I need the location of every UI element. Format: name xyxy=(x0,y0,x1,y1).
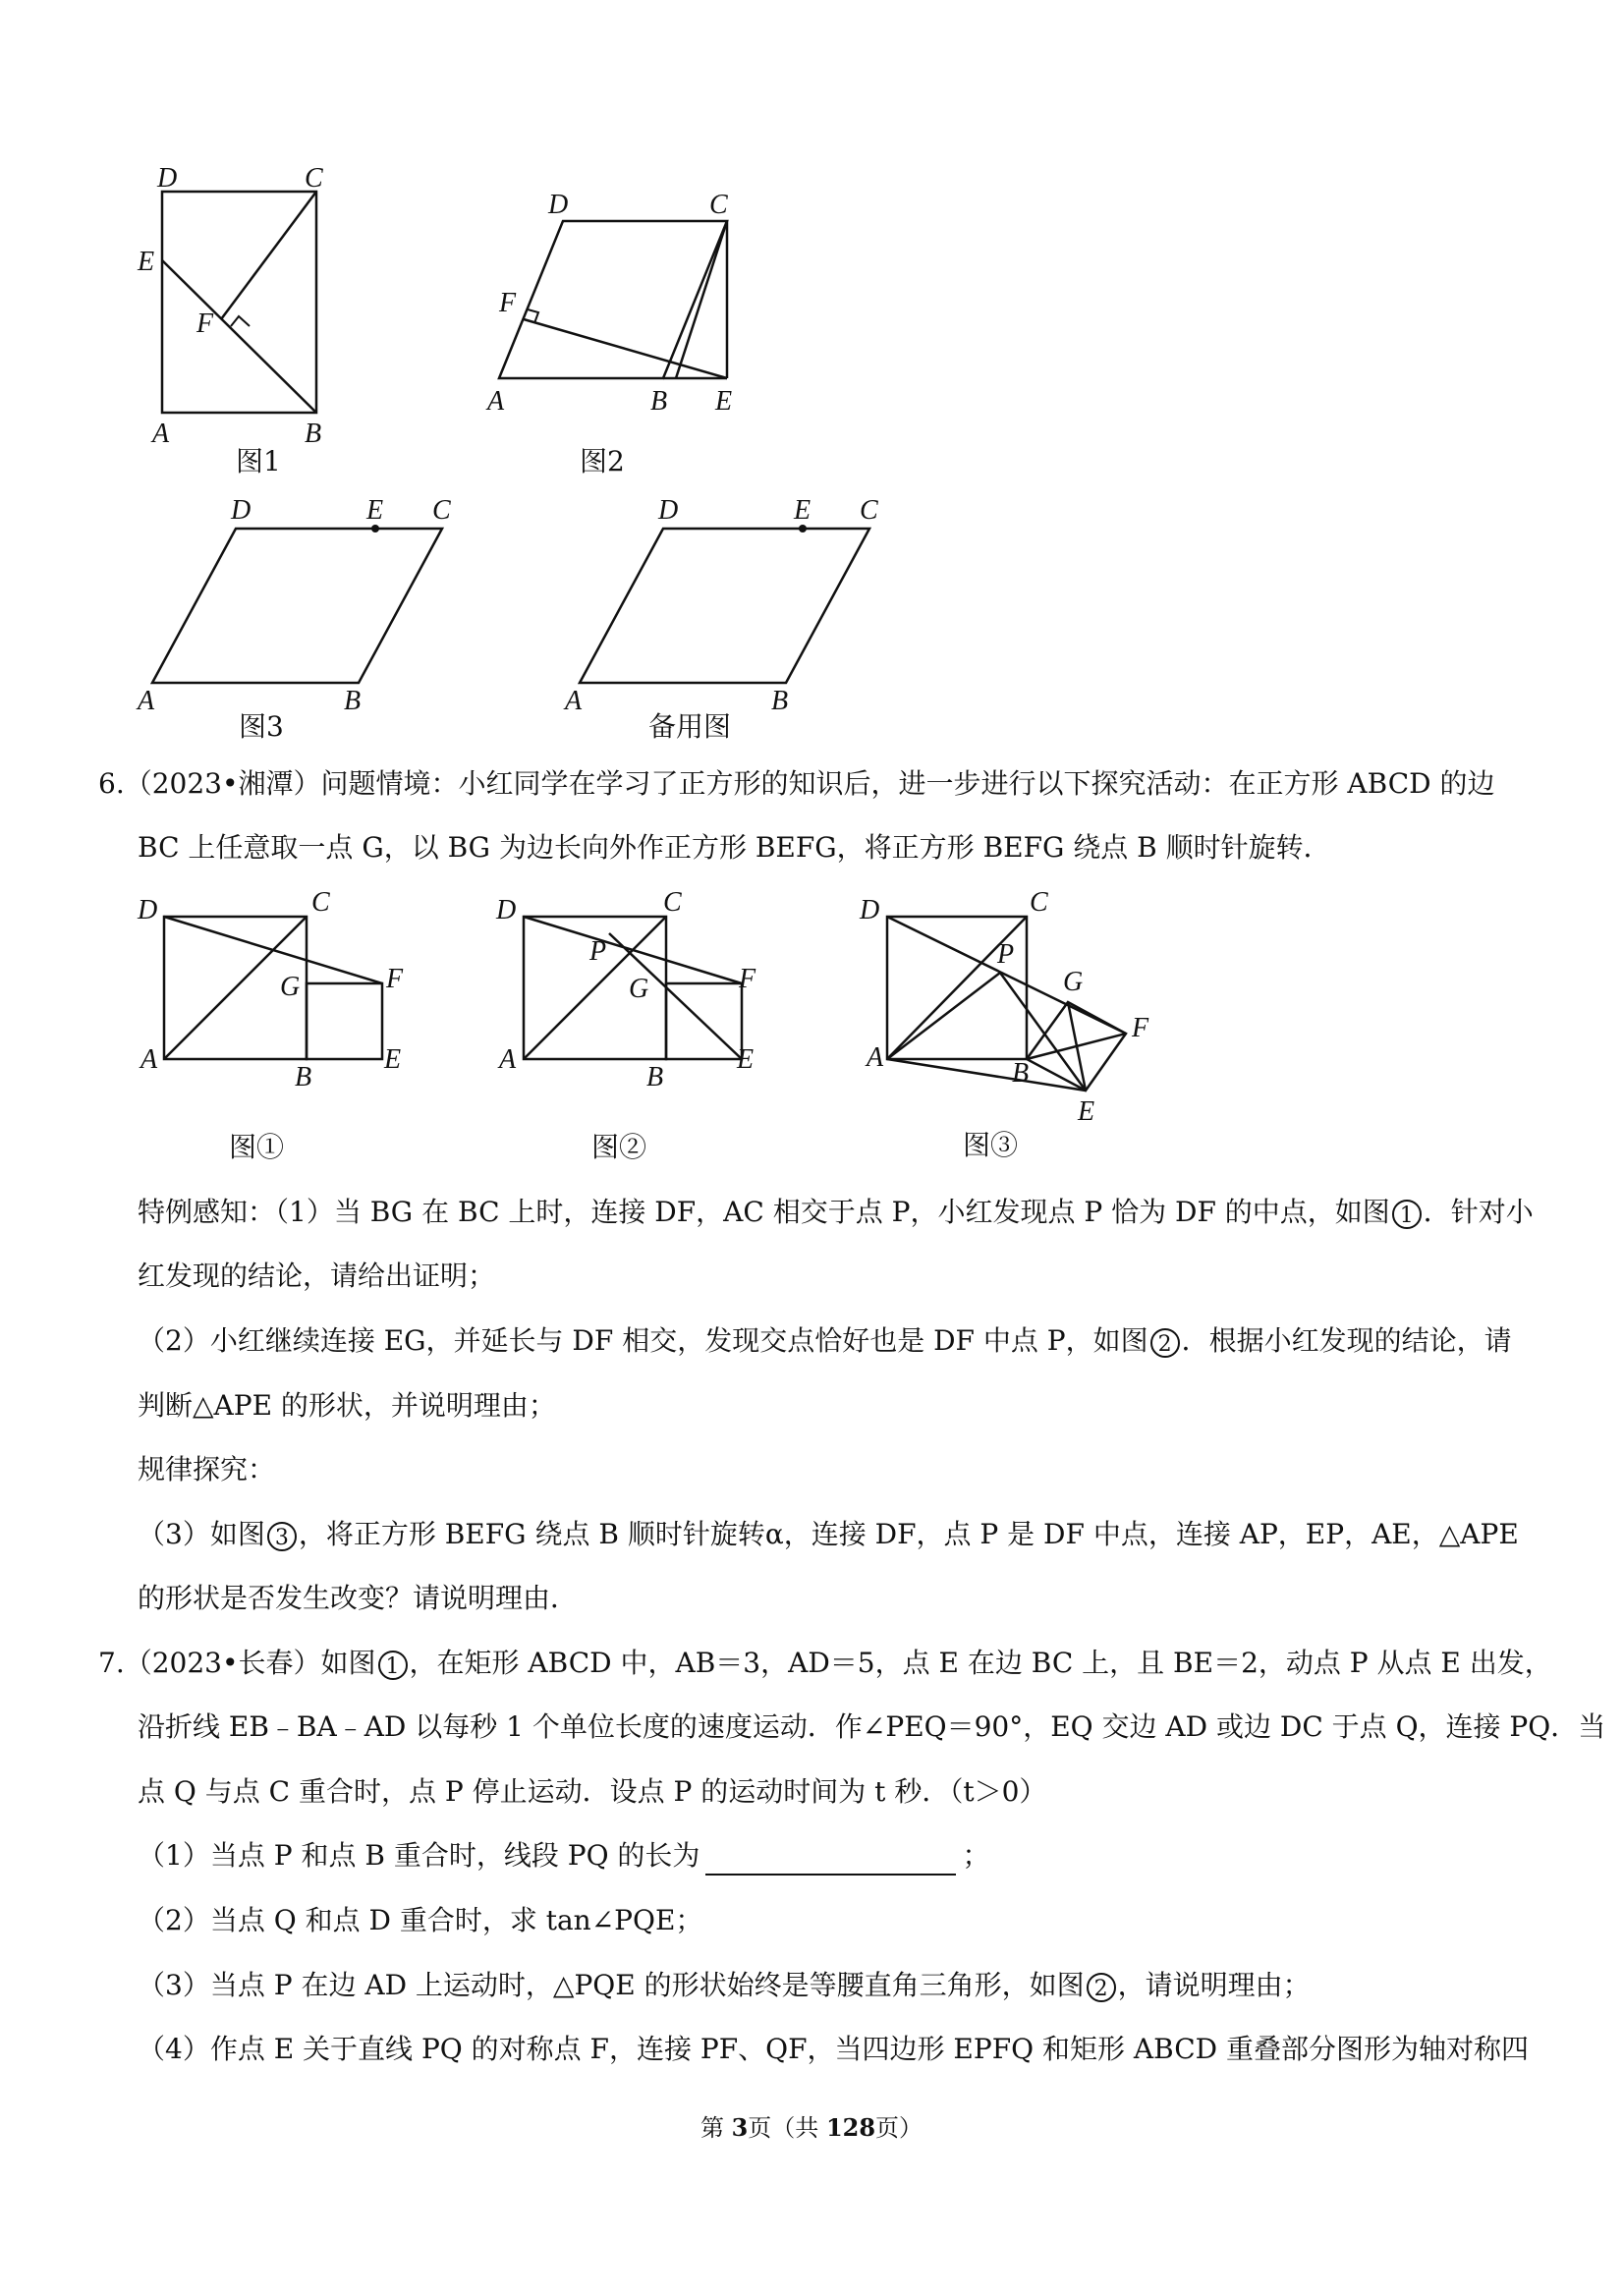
label-D: D xyxy=(548,190,569,220)
label-E: E xyxy=(384,1044,402,1075)
figure-3 xyxy=(133,491,467,721)
label-D: D xyxy=(138,895,158,925)
figure-4-diagram xyxy=(560,491,894,717)
label-B: B xyxy=(344,686,362,716)
label-B: B xyxy=(650,386,668,417)
q6-text-3a: 特例感知：（1）当 BG 在 BC 上时，连接 DF，AC 相交于点 P，小红发现点 P 恰为 DF 的中点，如图 xyxy=(138,1196,1390,1228)
label-E: E xyxy=(366,495,384,526)
q7-text-1a: 7.（2023•长春）如图 xyxy=(98,1647,376,1679)
label-E: E xyxy=(715,386,733,417)
circled-2: 2 xyxy=(1087,1973,1116,2002)
label-B: B xyxy=(771,686,789,716)
label-E: E xyxy=(1078,1096,1095,1127)
q6-text-3c: ．针对小 xyxy=(1423,1196,1534,1228)
circled-1: 1 xyxy=(378,1651,408,1680)
q7-line-4 xyxy=(138,1836,1572,1876)
label-A: A xyxy=(565,686,583,716)
q6-line-9: 的形状是否发生改变？请说明理由． xyxy=(138,1582,579,1614)
label-D: D xyxy=(658,495,679,526)
label-C: C xyxy=(860,495,878,526)
label-A: A xyxy=(487,386,505,417)
q7-text-1c: ，在矩形 ABCD 中，AB＝3，AD＝5，点 E 在边 BC 上，且 BE＝2，动点 P 从点 E 出发， xyxy=(409,1647,1552,1679)
label-F: F xyxy=(386,964,404,994)
label-B: B xyxy=(295,1062,312,1092)
label-G: G xyxy=(280,972,301,1002)
q7-line-1 xyxy=(98,1644,1552,1683)
label-B: B xyxy=(305,419,322,449)
label-E: E xyxy=(794,495,812,526)
label-D: D xyxy=(231,495,252,526)
figure-5-diagram xyxy=(133,889,427,1095)
circled-2: 2 xyxy=(1150,1328,1180,1358)
q6-text-8c: ，将正方形 BEFG 绕点 B 顺时针旋转α，连接 DF，点 P 是 DF 中点，连接 AP，EP，AE，△APE xyxy=(298,1518,1519,1550)
q7-text-6a: （3）当点 P 在边 AD 上运动时，△PQE 的形状始终是等腰直角三角形，如图 xyxy=(138,1969,1085,2001)
label-D: D xyxy=(157,163,178,194)
label-B: B xyxy=(646,1062,664,1092)
label-A: A xyxy=(499,1044,517,1075)
figure-3-diagram xyxy=(133,491,467,717)
label-C: C xyxy=(311,887,330,918)
label-A: A xyxy=(867,1042,884,1073)
label-A: A xyxy=(152,419,170,449)
q6-line-1: 6.（2023•湘潭）问题情境：小红同学在学习了正方形的知识后，进一步进行以下探究活动：在正方形 ABCD 的边 xyxy=(98,767,1495,800)
page-number: 3 xyxy=(731,2113,749,2142)
q6-line-8 xyxy=(138,1515,1572,1554)
q6-line-5 xyxy=(138,1321,1572,1361)
figure-4-caption: 备用图 xyxy=(648,710,732,743)
q7-text-6c: ，请说明理由； xyxy=(1117,1969,1311,2001)
label-E: E xyxy=(138,247,155,277)
footer-mid: 页（共 xyxy=(748,2114,826,2142)
figure-7 xyxy=(855,889,1179,1139)
q6-text-5c: ．根据小红发现的结论，请 xyxy=(1181,1324,1512,1357)
label-A: A xyxy=(138,686,155,716)
figure-6 xyxy=(491,889,786,1099)
q7-line-5: （2）当点 Q 和点 D 重合时，求 tan∠PQE； xyxy=(138,1904,703,1936)
label-C: C xyxy=(709,190,728,220)
label-A: A xyxy=(140,1044,158,1075)
figure-6-caption: 图② xyxy=(591,1131,647,1163)
label-E: E xyxy=(737,1044,755,1075)
label-C: C xyxy=(432,495,451,526)
label-G: G xyxy=(629,974,649,1004)
q6-line-7: 规律探究： xyxy=(138,1453,276,1485)
label-F: F xyxy=(499,288,517,318)
footer-prefix: 第 xyxy=(700,2114,732,2142)
figure-1 xyxy=(138,157,344,449)
figure-1-diagram xyxy=(138,157,344,449)
label-F: F xyxy=(1132,1013,1149,1043)
q6-text-8a: （3）如图 xyxy=(138,1518,265,1550)
label-C: C xyxy=(1030,887,1048,918)
q7-line-3: 点 Q 与点 C 重合时，点 P 停止运动．设点 P 的运动时间为 t 秒．（t＞0） xyxy=(138,1775,1047,1808)
label-P: P xyxy=(589,936,607,967)
label-D: D xyxy=(860,895,880,925)
q6-line-3 xyxy=(138,1193,1572,1232)
figure-7-caption: 图③ xyxy=(963,1129,1019,1161)
q7-line-2: 沿折线 EB﹣BA﹣AD 以每秒 1 个单位长度的速度运动．作∠PEQ＝90°，EQ 交边 AD 或边 DC 于点 Q，连接 PQ．当 xyxy=(138,1710,1606,1743)
q6-text-5a: （2）小红继续连接 EG，并延长与 DF 相交，发现交点恰好也是 DF 中点 P，如图 xyxy=(138,1324,1148,1357)
q6-line-4: 红发现的结论，请给出证明； xyxy=(138,1260,496,1292)
figure-6-diagram xyxy=(491,889,786,1095)
label-G: G xyxy=(1063,967,1084,997)
figure-2 xyxy=(481,182,747,421)
label-P: P xyxy=(997,939,1015,970)
q7-line-7: （4）作点 E 关于直线 PQ 的对称点 F，连接 PF、QF，当四边形 EPFQ 和矩形 ABCD 重叠部分图形为轴对称四 xyxy=(138,2033,1529,2065)
q6-line-2: BC 上任意取一点 G，以 BG 为边长向外作正方形 BEFG，将正方形 BEFG 绕点 B 顺时针旋转． xyxy=(138,831,1331,864)
page-footer xyxy=(0,2108,1623,2143)
circled-1: 1 xyxy=(1392,1200,1422,1229)
answer-blank[interactable] xyxy=(705,1846,956,1876)
figure-7-diagram xyxy=(855,889,1179,1135)
q6-line-6: 判断△APE 的形状，并说明理由； xyxy=(138,1389,556,1422)
figure-5 xyxy=(133,889,427,1099)
circled-3: 3 xyxy=(267,1522,297,1551)
q7-text-4a: （1）当点 P 和点 B 重合时，线段 PQ 的长为 xyxy=(138,1839,700,1872)
figure-2-caption: 图2 xyxy=(580,445,625,477)
label-F: F xyxy=(196,308,214,339)
label-B: B xyxy=(1012,1058,1030,1089)
label-D: D xyxy=(496,895,517,925)
figure-4 xyxy=(560,491,894,721)
q7-text-4c: ； xyxy=(962,1839,990,1872)
page-total: 128 xyxy=(825,2113,876,2142)
figure-5-caption: 图① xyxy=(229,1131,285,1163)
figure-2-diagram xyxy=(481,182,747,418)
figure-1-caption: 图1 xyxy=(236,445,281,477)
label-C: C xyxy=(305,163,323,194)
figure-3-caption: 图3 xyxy=(239,710,284,743)
label-F: F xyxy=(739,964,756,994)
q7-line-6 xyxy=(138,1966,1572,2005)
label-C: C xyxy=(663,887,682,918)
footer-suffix: 页） xyxy=(875,2114,923,2142)
